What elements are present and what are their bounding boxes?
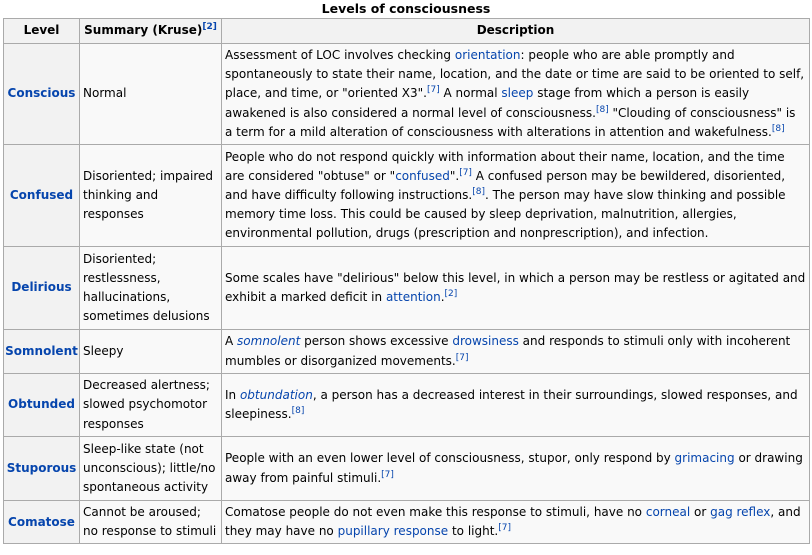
description-cell (222, 145, 810, 247)
description-text: . The person may have slow thinking and possible memory time loss. This could be caused by sleep deprivation, malnutrition, allergies, environmental pollution, drugs (prescription and nonprescription), and infection. (225, 187, 786, 241)
somnolent-link[interactable]: somnolent (237, 334, 301, 349)
level-obtunded-link[interactable]: Obtunded (4, 374, 80, 437)
summary-cell: Cannot be aroused; no response to stimuli (80, 501, 222, 544)
summary-cell: Normal (80, 44, 222, 145)
description-text: A confused person may be bewildered, disoriented, and have difficulty following instructions. (225, 168, 786, 202)
sleep-link[interactable]: sleep (501, 86, 534, 101)
levels-of-consciousness-table (3, 18, 810, 544)
header-description[interactable]: Description (222, 19, 810, 44)
citation-link[interactable]: [7] (455, 352, 469, 363)
citation-link[interactable]: [8] (595, 104, 609, 115)
description-text: : people who are able promptly and spontaneously to state their name, location, and the date or time are said to be oriented to self, place, and time, or "oriented X3". (225, 48, 805, 101)
description-cell (222, 437, 810, 501)
citation-link[interactable]: [7] (459, 167, 472, 178)
drowsiness-link[interactable]: drowsiness (452, 334, 519, 349)
description-text: or (690, 505, 711, 520)
description-text: , a person has a decreased interest in their surroundings, slowed responses, and sleepiness. (225, 387, 798, 422)
level-comatose-link[interactable]: Comatose (4, 501, 80, 544)
description-cell (222, 247, 810, 330)
description-text: Some scales have "delirious" below this level, in which a person may be restless or agitated and exhibit a marked deficit in (225, 270, 806, 305)
level-delirious-link[interactable]: Delirious (4, 247, 80, 330)
description-cell (222, 330, 810, 374)
citation-link[interactable]: [8] (771, 123, 785, 134)
obtundation-link[interactable]: obtundation (239, 387, 313, 402)
confused-link[interactable]: confused (395, 168, 450, 183)
table-row (4, 44, 810, 145)
summary-cell: Sleepy (80, 330, 222, 374)
description-cell (222, 44, 810, 145)
header-summary[interactable] (80, 19, 222, 44)
description-text: stage from which a person is easily awakened is also considered a normal level of consciousness. (225, 86, 750, 120)
pupillary-response-link[interactable]: pupillary response (337, 524, 449, 539)
description-text: "Clouding of consciousness" is a term for a mild alteration of consciousness with alterations in attention and wakefulness. (225, 105, 796, 139)
description-text: A (225, 334, 238, 349)
header-row (4, 19, 810, 44)
description-text: Comatose people do not even make this response to stimuli, have no (225, 505, 646, 520)
table-row (4, 437, 810, 501)
table-caption: Levels of consciousness (321, 1, 491, 16)
table-row (4, 374, 810, 437)
description-text: People with an even lower level of consciousness, stupor, only respond by (225, 451, 675, 466)
orientation-link[interactable]: orientation (454, 48, 521, 62)
level-confused-link[interactable]: Confused (4, 145, 80, 247)
summary-cell: Disoriented; restlessness, hallucinations, sometimes delusions (80, 247, 222, 330)
description-text: or drawing away from painful stimuli. (225, 451, 803, 485)
citation-link[interactable]: [8] (472, 186, 485, 197)
summary-cell: Disoriented; impaired thinking and responses (80, 145, 222, 247)
description-text: ". (449, 168, 460, 183)
table-row (4, 145, 810, 247)
description-cell (222, 374, 810, 437)
description-text: person shows excessive (300, 334, 453, 349)
grimacing-link[interactable]: grimacing (674, 451, 735, 466)
description-text: A normal (439, 86, 502, 101)
citation-link[interactable]: [7] (498, 523, 511, 534)
header-summary-label: Summary (Kruse) (84, 23, 203, 38)
description-text: People who do not respond quickly with information about their name, location, and the time are considered "obtuse" or " (225, 149, 785, 183)
description-text: to light. (448, 524, 499, 539)
level-conscious-link[interactable]: Conscious (4, 44, 80, 145)
description-text: . (440, 290, 445, 305)
description-text: , and they may have no (225, 505, 801, 539)
description-cell (222, 501, 810, 544)
corneal-link[interactable]: corneal (645, 505, 691, 520)
level-stuporous-link[interactable]: Stuporous (4, 437, 80, 501)
header-summary-ref[interactable]: [2] (202, 22, 217, 33)
citation-link[interactable]: [8] (291, 406, 305, 417)
header-level[interactable]: Level (4, 19, 80, 44)
summary-cell: Sleep-like state (not unconscious); little/no spontaneous activity (80, 437, 222, 501)
attention-link[interactable]: attention (385, 290, 441, 305)
citation-link[interactable]: [7] (381, 469, 394, 480)
level-somnolent-link[interactable]: Somnolent (4, 330, 80, 374)
citation-link[interactable]: [2] (444, 289, 458, 300)
summary-cell: Decreased alertness; slowed psychomotor responses (80, 374, 222, 437)
table-row (4, 247, 810, 330)
citation-link[interactable]: [7] (426, 85, 440, 96)
table-row (4, 501, 810, 544)
description-text: and responds to stimuli only with incoherent mumbles or disorganized movements. (225, 334, 791, 368)
table-row (4, 330, 810, 374)
gag-reflex-link[interactable]: gag reflex (710, 505, 771, 520)
description-text: Assessment of LOC involves checking (225, 48, 455, 62)
description-text: In (225, 387, 240, 402)
